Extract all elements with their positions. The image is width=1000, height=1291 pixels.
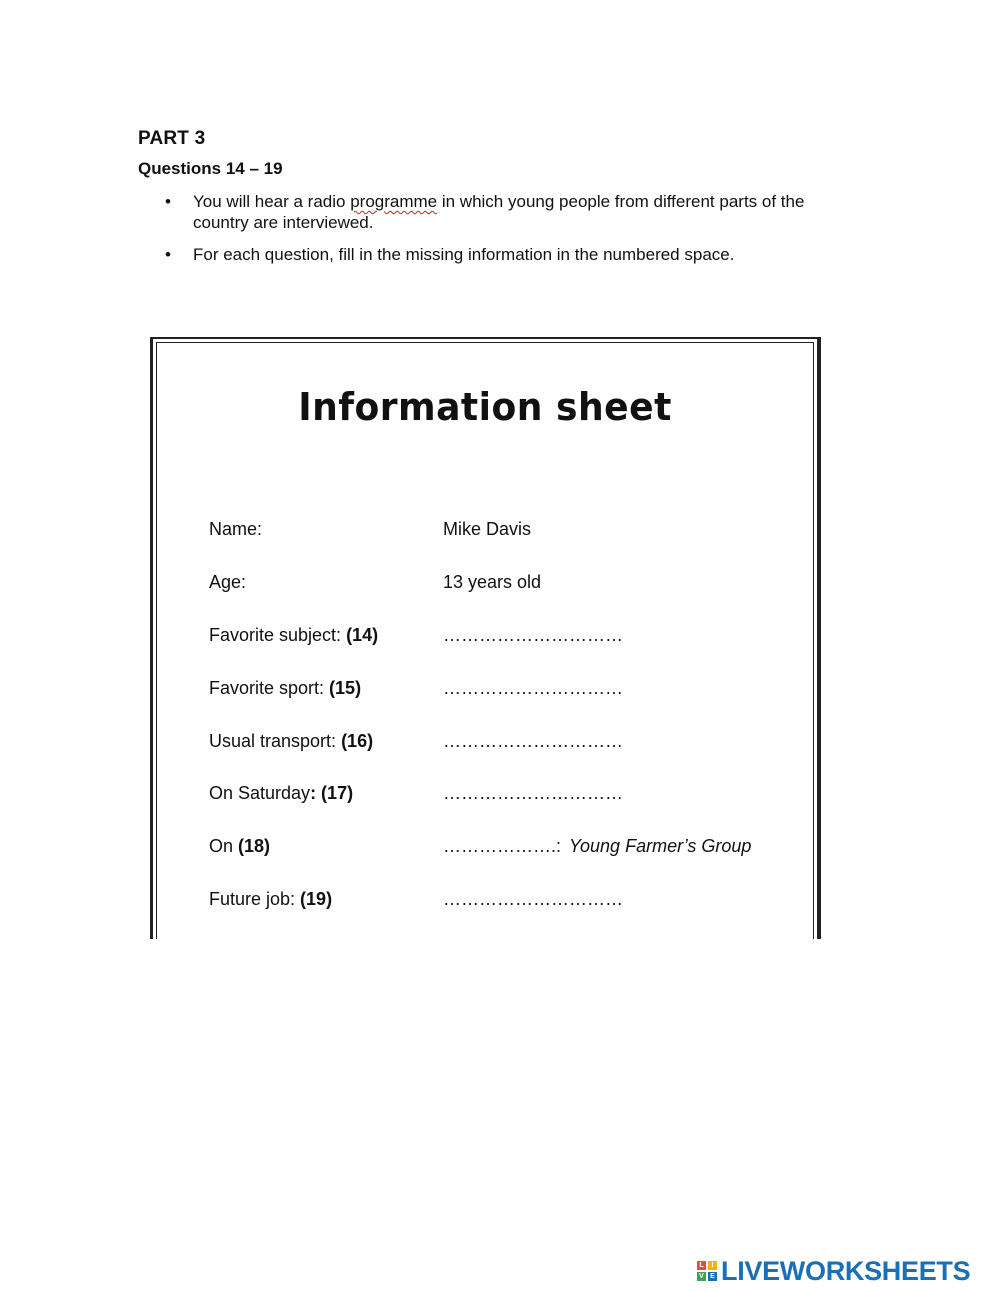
answer-blank[interactable]: …………………………	[443, 783, 623, 803]
instruction-item: • You will hear a radio programme in which young people from different parts of the country are interviewed.	[165, 192, 805, 232]
liveworksheets-logo[interactable]	[697, 1254, 970, 1288]
group-name: Young Farmer’s Group	[569, 836, 752, 856]
bullet-icon: •	[165, 245, 171, 264]
question-number: (14)	[346, 625, 379, 645]
answer-blank[interactable]: …………………………	[443, 678, 623, 698]
instruction-item: • For each question, fill in the missing information in the numbered space.	[165, 245, 735, 264]
sheet-inner-border: Information sheet Name: Mike Davis Age: 13 years old Favorite subject: (14) ………………………… Favorite sport: (15) ………………………… Usual transport: (16) ………………………… On Saturday: (17) ………………………… On (18) ……………….: Young Farmer’s Group Future job: (19) …………………………	[156, 342, 814, 939]
part-title: PART 3	[138, 128, 206, 149]
question-number: (18)	[238, 836, 271, 856]
spellcheck-word: programme	[350, 192, 438, 211]
answer-blank[interactable]: …………………………	[443, 731, 623, 751]
instructions-list	[163, 191, 863, 276]
logo-letter: V	[697, 1272, 706, 1281]
logo-text: LIVEWORKSHEETS	[721, 1255, 971, 1286]
sheet-title: Information sheet	[298, 385, 672, 429]
question-number: (19)	[300, 889, 333, 909]
answer-blank[interactable]: …………………………	[443, 625, 623, 645]
information-sheet	[150, 337, 821, 939]
question-number: (15)	[329, 678, 362, 698]
bullet-icon: •	[165, 192, 171, 211]
logo-letter: I	[708, 1261, 717, 1270]
question-number: (16)	[341, 731, 374, 751]
answer-blank[interactable]: ……………….: Young Farmer’s Group	[443, 836, 752, 856]
question-number: : (17)	[310, 783, 354, 803]
value-age: 13 years old	[443, 572, 542, 592]
answer-blank[interactable]: …………………………	[443, 889, 623, 909]
logo-mark-icon	[697, 1261, 717, 1281]
logo-letter: L	[697, 1261, 706, 1270]
value-name: Mike Davis	[443, 519, 532, 539]
logo-letter: E	[708, 1272, 717, 1281]
questions-range: Questions 14 – 19	[138, 159, 283, 178]
